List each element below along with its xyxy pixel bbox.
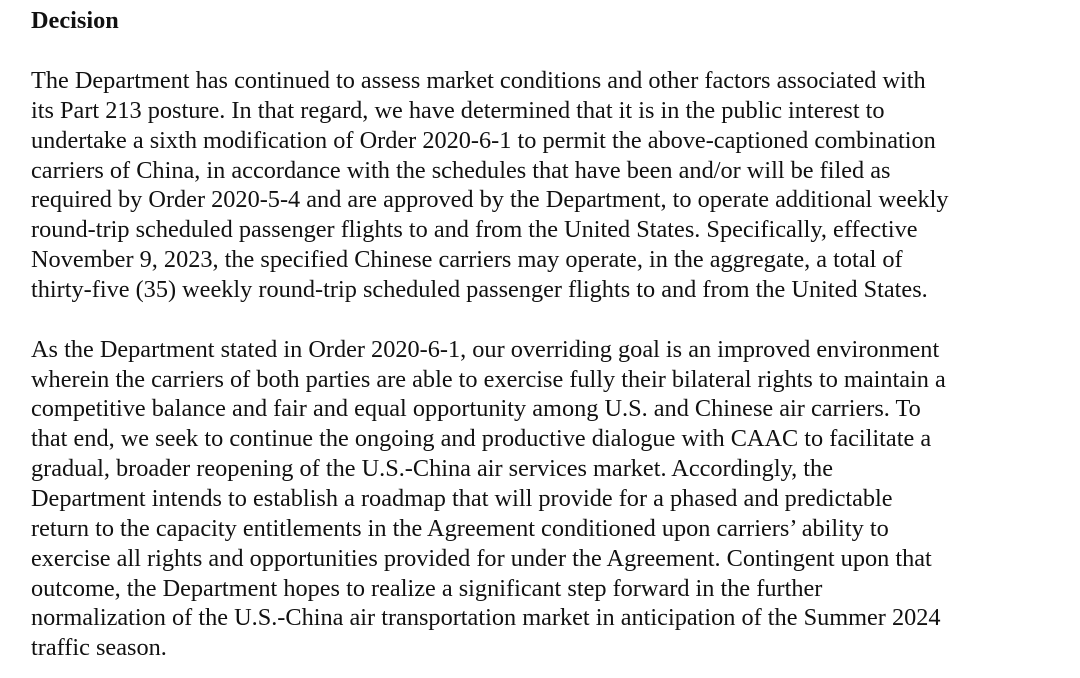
document-page xyxy=(31,3,1071,663)
paragraph-line: required by Order 2020-5-4 and are approved by the Department, to operate additional weekly xyxy=(31,186,949,214)
section-heading: Decision xyxy=(31,7,119,34)
paragraph-line: carriers of China, in accordance with the schedules that have been and/or will be filed as xyxy=(31,156,891,184)
paragraph-overriding-goal xyxy=(31,335,1071,663)
paragraph-line: competitive balance and fair and equal opportunity among U.S. and Chinese air carriers. To xyxy=(31,395,921,423)
paragraph-line: As the Department stated in Order 2020-6-1, our overriding goal is an improved environment xyxy=(31,335,940,363)
paragraph-line: thirty-five (35) weekly round-trip scheduled passenger flights to and from the United States. xyxy=(31,275,928,303)
paragraph-line: gradual, broader reopening of the U.S.-China air services market. Accordingly, the xyxy=(31,455,833,483)
paragraph-line: The Department has continued to assess market conditions and other factors associated with xyxy=(31,67,926,94)
paragraph-line: return to the capacity entitlements in the Agreement conditioned upon carriers’ ability to xyxy=(31,514,889,542)
paragraph-line: outcome, the Department hopes to realize a significant step forward in the further xyxy=(31,574,823,602)
paragraph-decision-modification xyxy=(31,66,1071,305)
paragraph-line: undertake a sixth modification of Order 2020-6-1 to permit the above-captioned combination xyxy=(31,126,936,154)
paragraph-line: traffic season. xyxy=(31,634,167,662)
paragraph-line: its Part 213 posture. In that regard, we have determined that it is in the public interest to xyxy=(31,96,885,124)
paragraph-line: normalization of the U.S.-China air transportation market in anticipation of the Summer 2024 xyxy=(31,604,941,632)
paragraph-line: that end, we seek to continue the ongoing and productive dialogue with CAAC to facilitate a xyxy=(31,425,932,453)
paragraph-line: Department intends to establish a roadmap that will provide for a phased and predictable xyxy=(31,484,893,512)
paragraph-line: exercise all rights and opportunities provided for under the Agreement. Contingent upon that xyxy=(31,544,932,572)
paragraph-line: wherein the carriers of both parties are able to exercise fully their bilateral rights to maintain a xyxy=(31,365,946,393)
paragraph-line: round-trip scheduled passenger flights to and from the United States. Specifically, effective xyxy=(31,216,918,244)
paragraph-line: November 9, 2023, the specified Chinese carriers may operate, in the aggregate, a total of xyxy=(31,246,903,274)
